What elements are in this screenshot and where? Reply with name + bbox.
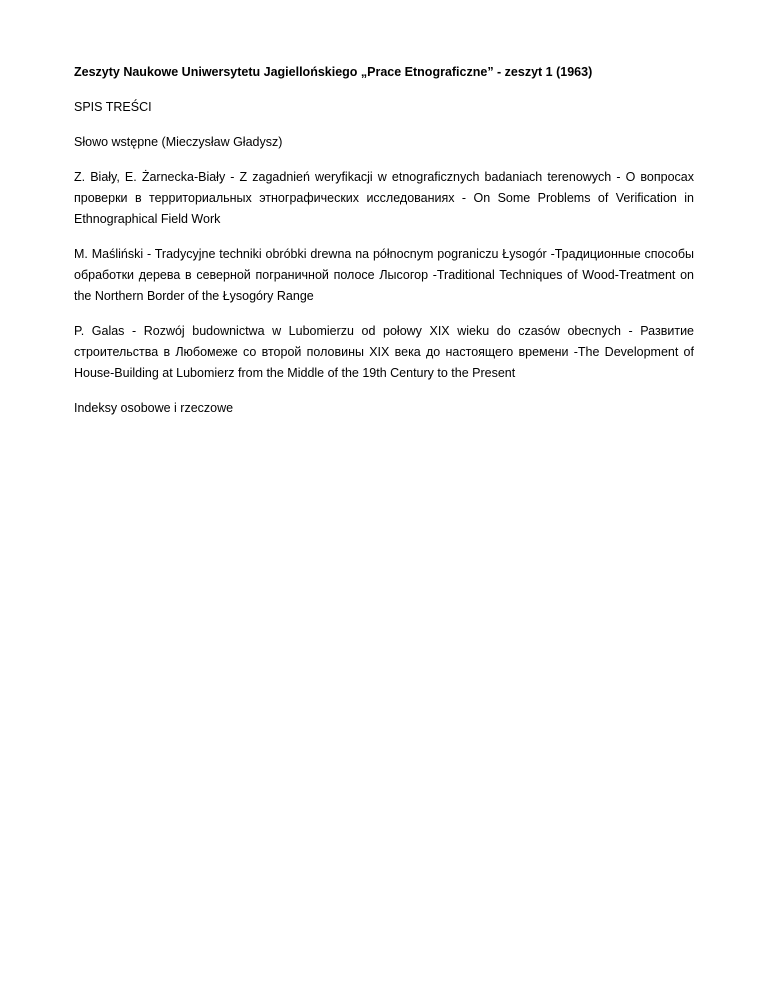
section-title: SPIS TREŚCI xyxy=(74,100,152,114)
toc-entry-indexes: Indeksy osobowe i rzeczowe xyxy=(74,401,234,415)
toc-entry-maslinski: M. Maśliński - Tradycyjne techniki obróbki drewna na północnym pograniczu Łysogór -Традиционные способы обработки дерева в северной пограничной полосе Лысогор -Traditional Techniques of Wood-Treatment on the Northern Border of the Łysogóry Range xyxy=(74,247,694,303)
toc-entry-foreword: Słowo wstępne (Mieczysław Gładysz) xyxy=(74,135,283,149)
toc-entry-galas: P. Galas - Rozwój budownictwa w Lubomierzu od połowy XIX wieku do czasów obecnych - Развитие строительства в Любомеже со второй половины XIX века до настоящего времени -The Development of House-Building at Lubomierz from the Middle of the 19th Century to the Present xyxy=(74,324,694,380)
document-header: Zeszyty Naukowe Uniwersytetu Jagiellońskiego „Prace Etnograficzne” - zeszyt 1 (1963) xyxy=(74,65,593,79)
toc-entry-bialy: Z. Biały, E. Żarnecka-Biały - Z zagadnień weryfikacji w etnograficznych badaniach terenowych - О вопросах проверки в территориальных этнографических исследованиях - On Some Problems of Verification in Ethnographical Field Work xyxy=(74,170,694,226)
document-page xyxy=(74,62,694,433)
